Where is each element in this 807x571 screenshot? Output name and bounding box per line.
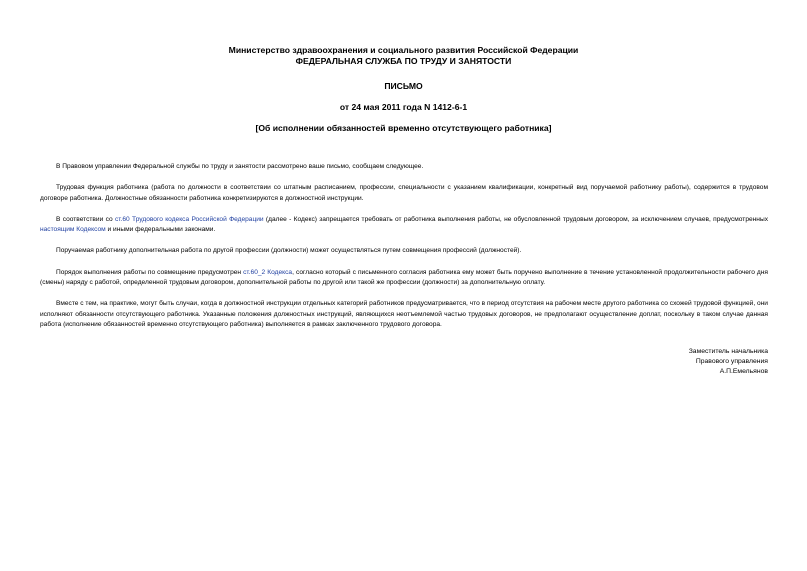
signature-block (689, 347, 768, 378)
paragraph-3-text-a: В соответствии со (56, 215, 115, 223)
paragraph-3-text-c: и иными федеральными законами. (105, 226, 216, 234)
paragraph-5 (40, 268, 768, 289)
ministry-name: Министерство здравоохранения и социального развития Российской Федерации (228, 45, 579, 55)
signatory-name: А.П.Емельянов (719, 368, 768, 376)
labor-code-article-60-link[interactable]: ст.60 Трудового кодекса Российской Федерации (114, 215, 264, 223)
document-date-number: от 24 мая 2011 года N 1412-6-1 (339, 102, 468, 112)
document-header (0, 45, 807, 67)
paragraph-3-text-b: (далее - Кодекс) запрещается требовать от работника выполнения работы, не обусловленной трудовым договором, за исключением случаев, предусмотренных (263, 215, 768, 223)
paragraph-4: Поручаемая работнику дополнительная работа по другой профессии (должности) может осуществляться путем совмещения профессий (должностей). (56, 247, 522, 255)
signatory-position-line-2: Правового управления (695, 358, 768, 366)
paragraph-1: В Правовом управлении Федеральной службы по труду и занятости рассмотрено ваше письмо, сообщаем следующее. (56, 163, 424, 170)
this-code-link[interactable]: настоящим Кодексом (40, 226, 106, 234)
paragraph-2: Трудовая функция работника (работа по должности в соответствии со штатным расписанием, профессии, специальности с указанием квалификации, конкретный вид поручаемой работнику работы), содержится в трудовом договоре работника. Должностные обязанности работника конкретизируются в должностной инструкции. (40, 184, 768, 202)
code-article-60-2-link[interactable]: ст.60_2 Кодекса (243, 268, 293, 276)
service-name: ФЕДЕРАЛЬНАЯ СЛУЖБА ПО ТРУДУ И ЗАНЯТОСТИ (295, 56, 512, 66)
paragraph-5-text-a: Порядок выполнения работы по совмещение предусмотрен (56, 268, 244, 276)
paragraph-5-text-b: , согласно который с письменного согласия работника ему может быть поручено выполнение в течение установленной продолжительности рабочего дня (смены) наряду с работой, определенной трудовым договором, дополнительной работы по другой или такой же профессии (должности) за дополнительную оплату. (40, 268, 768, 287)
paragraph-6: Вместе с тем, на практике, могут быть случаи, когда в должностной инструкции отдельных категорий работников предусматривается, что в период отсутствия на рабочем месте другого работника со схожей трудовой функцией, они исполняют обязанности отсутствующего работника. Указанные положения должностных инструкций, являющихся неотъемлемой частью трудовых договоров, не предполагают осуществление доплат, поскольку в таком случае данная работа (исполнение обязанностей временно отсутствующего работника) выполняется в рамках заключенного трудового договора. (40, 300, 768, 329)
document-body (40, 162, 768, 342)
document-type: ПИСЬМО (384, 81, 423, 91)
paragraph-3 (40, 215, 768, 236)
signatory-position-line-1: Заместитель начальника (688, 348, 768, 355)
document-subject: [Об исполнении обязанностей временно отсутствующего работника] (255, 123, 552, 133)
